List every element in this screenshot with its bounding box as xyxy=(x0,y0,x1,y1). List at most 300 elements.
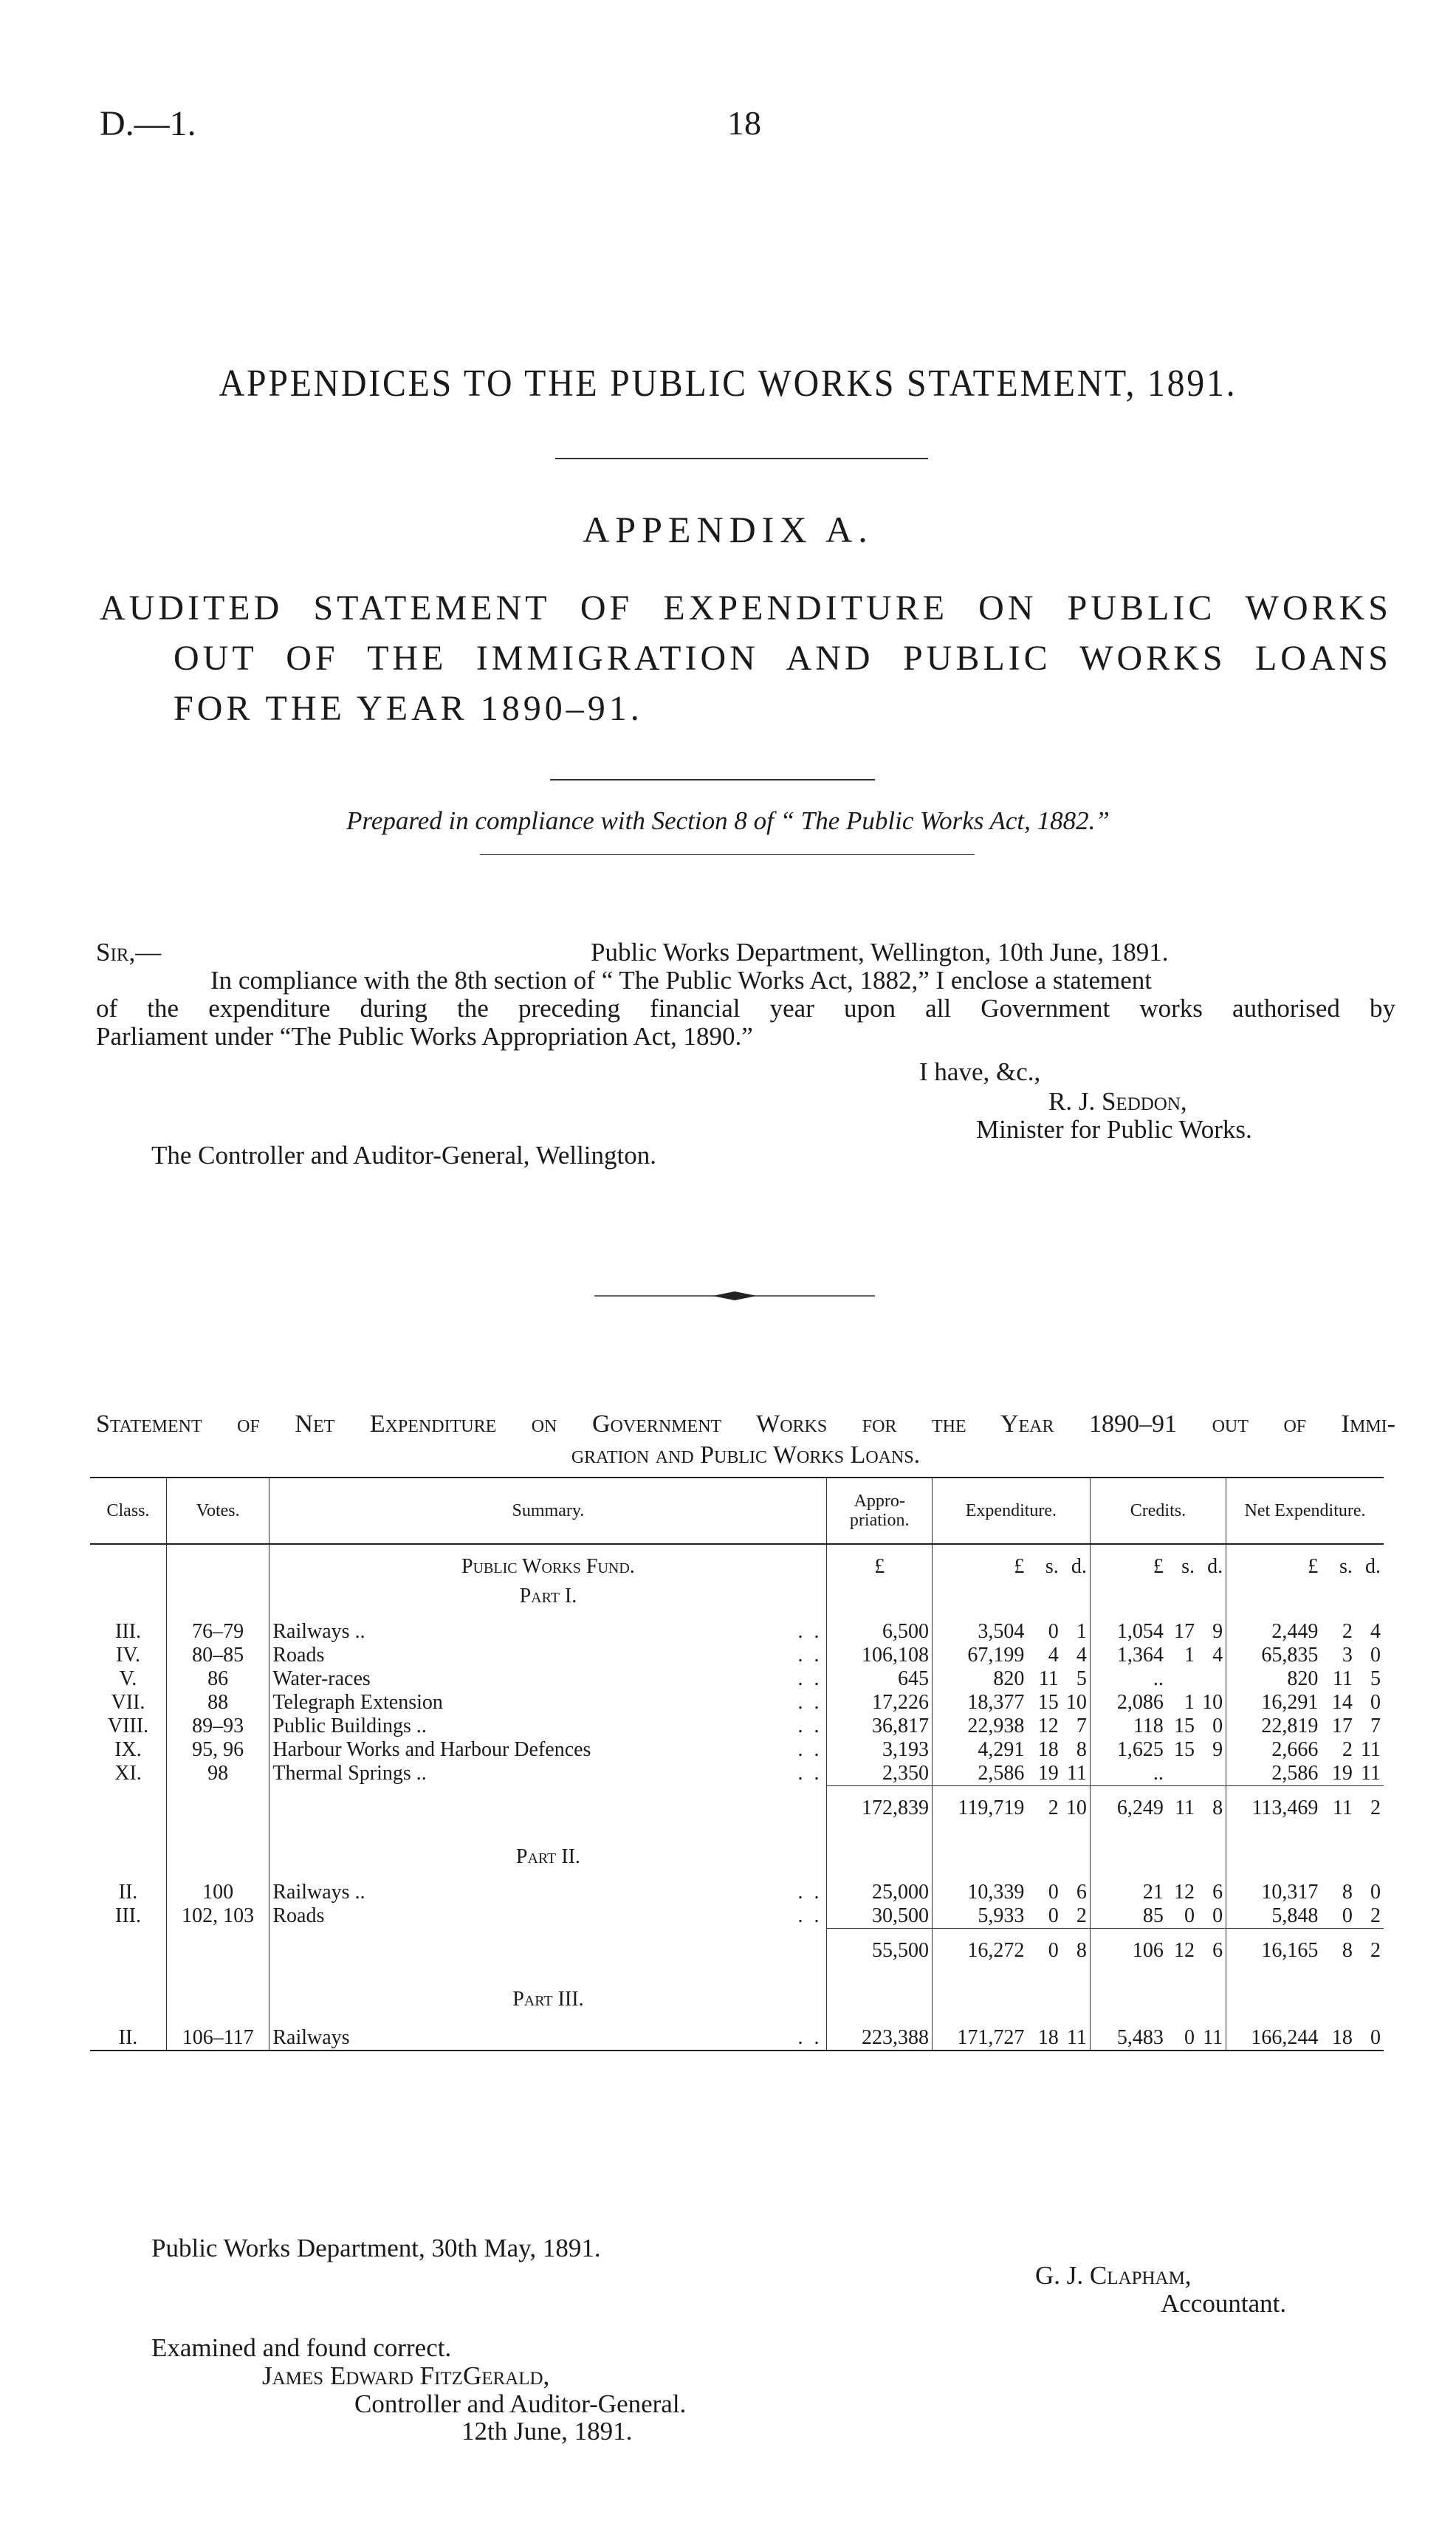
empty-cell xyxy=(1321,1845,1355,1869)
net-shillings: 2 xyxy=(1342,1738,1353,1761)
net-shillings: 18 xyxy=(1321,2026,1355,2051)
exp-shillings: 11 xyxy=(1038,1667,1059,1690)
credit-pence: 10 xyxy=(1202,1691,1223,1714)
spacer-cell xyxy=(1226,1579,1322,1585)
summary-cell xyxy=(269,1667,827,1691)
exp-shillings: 18 xyxy=(1027,2026,1061,2051)
net-pence: 0 xyxy=(1370,1644,1381,1667)
credit-pounds: 2,086 xyxy=(1090,1691,1166,1715)
votes-cell: 76–79 xyxy=(166,1620,269,1644)
credit-shillings: 1 xyxy=(1184,1691,1195,1714)
votes-cell: 102, 103 xyxy=(166,1904,269,1929)
total-net-pence: 2 xyxy=(1356,1929,1384,1966)
examined-note: Examined and found correct. xyxy=(151,2333,452,2362)
summary-cell xyxy=(269,1715,827,1738)
header-appropriation: Appro-priation. xyxy=(827,1478,933,1544)
empty-cell xyxy=(933,1845,1028,1869)
exp-pence: 5 xyxy=(1076,1667,1087,1690)
credit-pence: 0 xyxy=(1212,1715,1223,1737)
summary-cell xyxy=(269,1881,827,1904)
summary-text: Railways xyxy=(272,2026,350,2049)
credit-pounds: .. xyxy=(1090,1762,1166,1786)
net-pounds: 5,848 xyxy=(1226,1904,1322,1929)
exp-shillings: 15 xyxy=(1037,1691,1059,1714)
class-cell: IV. xyxy=(116,1644,140,1667)
net-pence: 2 xyxy=(1370,1904,1381,1927)
empty-cell xyxy=(1167,1585,1198,1608)
appropriation-cell: 3,193 xyxy=(827,1738,933,1762)
fund-label: Public Works Fund. xyxy=(269,1555,827,1579)
spacer-cell xyxy=(1321,1966,1355,1988)
exp-shillings: 0 xyxy=(1048,1620,1059,1643)
letter-body-line-3: Parliament under “The Public Works Appropriation Act, 1890.” xyxy=(96,1022,753,1051)
appropriation-cell: 25,000 xyxy=(827,1881,933,1904)
summary-cell xyxy=(269,1904,827,1929)
votes-cell: 95, 96 xyxy=(166,1738,269,1762)
spacer-cell xyxy=(1226,1544,1322,1555)
exp-pence: 7 xyxy=(1076,1715,1087,1737)
summary-text: Railways .. xyxy=(272,1881,365,1904)
header-summary: Summary. xyxy=(269,1478,827,1544)
class-cell: XI. xyxy=(114,1762,142,1785)
spacer-row xyxy=(90,1966,1384,1988)
empty-cell xyxy=(827,1585,933,1608)
credit-pounds: 118 xyxy=(1090,1715,1166,1738)
leader-dots: . . xyxy=(797,1904,823,1927)
spacer-cell xyxy=(1321,1579,1355,1585)
credit-shillings: 12 xyxy=(1174,1881,1195,1904)
unit-pence: d. xyxy=(1207,1555,1223,1578)
net-pounds: 2,449 xyxy=(1226,1620,1322,1644)
appropriation-cell: 36,817 xyxy=(827,1715,933,1738)
exp-pence: 11 xyxy=(1066,1762,1087,1785)
total-credit-pounds: 6,249 xyxy=(1090,1786,1166,1824)
summary-cell xyxy=(269,1762,827,1786)
net-shillings: 3 xyxy=(1342,1644,1353,1667)
spacer-row xyxy=(90,1579,1384,1585)
spacer-cell xyxy=(90,1966,166,1988)
credit-shillings: 0 xyxy=(1167,2026,1198,2051)
spacer-cell xyxy=(1062,1608,1091,1620)
footer-dept-date: Public Works Department, 30th May, 1891. xyxy=(151,2234,601,2262)
spacer-cell xyxy=(933,1869,1028,1881)
unit-pence: d. xyxy=(1071,1555,1087,1578)
empty-cell xyxy=(90,1585,166,1608)
empty-cell xyxy=(1198,1988,1226,2011)
spacer-cell xyxy=(1198,1966,1226,1988)
header-net-expenditure: Net Expenditure. xyxy=(1226,1478,1384,1544)
table-header-row xyxy=(90,1478,1384,1544)
leader-dots: . . xyxy=(797,1667,823,1690)
table-body xyxy=(90,1544,1384,2051)
empty-cell xyxy=(90,1929,166,1966)
empty-cell xyxy=(166,1555,269,1579)
class-cell: II. xyxy=(118,1881,138,1904)
total-row xyxy=(90,1929,1384,1966)
net-pounds: 16,291 xyxy=(1226,1691,1322,1715)
spacer-cell xyxy=(1226,1966,1322,1988)
spacer-cell xyxy=(933,2011,1028,2026)
empty-cell xyxy=(1027,1988,1061,2011)
votes-cell: 89–93 xyxy=(166,1715,269,1738)
spacer-cell xyxy=(1027,1608,1061,1620)
summary-text: Telegraph Extension xyxy=(272,1691,443,1714)
spacer-cell xyxy=(269,1544,827,1555)
net-shillings: 0 xyxy=(1342,1904,1353,1927)
spacer-cell xyxy=(1090,1869,1166,1881)
spacer-cell xyxy=(1356,1544,1384,1555)
leader-dots: . . xyxy=(797,1644,823,1667)
spacer-cell xyxy=(1062,1869,1091,1881)
spacer-cell xyxy=(1321,1608,1355,1620)
unit-shilling: s. xyxy=(1045,1555,1059,1578)
appendix-title: APPENDIX A. xyxy=(583,509,873,550)
exp-pounds: 4,291 xyxy=(933,1738,1028,1762)
heading-line-1: AUDITED STATEMENT OF EXPENDITURE ON PUBLIC WORKS xyxy=(100,589,1392,628)
spacer-cell xyxy=(1090,2011,1166,2026)
empty-cell xyxy=(90,1786,166,1824)
empty-cell xyxy=(166,1988,269,2011)
exp-pounds: 10,339 xyxy=(933,1881,1028,1904)
net-pence: 4 xyxy=(1370,1620,1381,1643)
empty-cell xyxy=(166,1929,269,1966)
spacer-cell xyxy=(1167,2011,1198,2026)
letter-dateline: Public Works Department, Wellington, 10th June, 1891. xyxy=(591,938,1169,967)
spacer-cell xyxy=(269,1608,827,1620)
unit-pound: £ xyxy=(933,1555,1028,1579)
unit-pence: d. xyxy=(1365,1555,1381,1578)
credit-pounds: .. xyxy=(1090,1667,1166,1691)
appropriation-cell: 2,350 xyxy=(827,1762,933,1786)
exp-pence: 6 xyxy=(1076,1881,1087,1904)
summary-cell xyxy=(269,2026,827,2051)
empty-cell xyxy=(1090,1988,1166,2011)
exp-shillings: 0 xyxy=(1048,1881,1059,1904)
votes-cell: 88 xyxy=(166,1691,269,1715)
summary-text: Roads xyxy=(272,1904,325,1928)
accountant-title: Accountant. xyxy=(1161,2289,1287,2318)
total-credit-shillings: 12 xyxy=(1167,1929,1198,1966)
auditor-name: James Edward FitzGerald, xyxy=(262,2361,550,2390)
total-credit-pounds: 106 xyxy=(1090,1929,1166,1966)
leader-dots: . . xyxy=(797,1715,823,1737)
exp-pence: 8 xyxy=(1076,1738,1087,1761)
total-net-pounds: 16,165 xyxy=(1226,1929,1322,1966)
empty-cell xyxy=(90,1988,166,2011)
total-exp-pounds: 16,272 xyxy=(933,1929,1028,1966)
part-3 xyxy=(90,1988,1384,2011)
spacer-cell xyxy=(933,1966,1028,1988)
net-pounds: 65,835 xyxy=(1226,1644,1322,1667)
part-1 xyxy=(90,1585,1384,1608)
leader-dots: . . xyxy=(797,1762,823,1785)
leader-dots: . . xyxy=(797,1881,823,1904)
empty-cell xyxy=(933,1988,1028,2011)
letter-closing: I have, &c., xyxy=(919,1057,1041,1086)
empty-cell xyxy=(1027,1585,1061,1608)
spacer-cell xyxy=(1027,2011,1061,2026)
appropriation-cell: 6,500 xyxy=(827,1620,933,1644)
spacer-cell xyxy=(1167,1823,1198,1845)
net-pence: 11 xyxy=(1361,1762,1381,1785)
heading-line-3: FOR THE YEAR 1890–91. xyxy=(174,689,643,728)
spacer-cell xyxy=(1090,1579,1166,1585)
summary-text: Thermal Springs .. xyxy=(272,1762,427,1785)
ornament-divider-icon xyxy=(594,1288,875,1303)
spacer-cell xyxy=(1356,1869,1384,1881)
spacer-cell xyxy=(1027,1869,1061,1881)
spacer-cell xyxy=(827,1579,933,1585)
table-caption-line-1: Statement of Net Expenditure on Government Works for the Year 1890–91 out of Immi- xyxy=(96,1410,1395,1438)
table-row xyxy=(90,1762,1384,1786)
total-net-shillings: 11 xyxy=(1321,1786,1355,1824)
spacer-cell xyxy=(933,1608,1028,1620)
net-pounds: 820 xyxy=(1226,1667,1322,1691)
spacer-cell xyxy=(1356,1823,1384,1845)
credit-pounds: 1,054 xyxy=(1090,1620,1166,1644)
unit-pound: £ xyxy=(827,1555,933,1579)
empty-cell xyxy=(1356,1585,1384,1608)
empty-cell xyxy=(1198,1585,1226,1608)
credit-pence: 4 xyxy=(1212,1644,1223,1667)
summary-text: Railways .. xyxy=(272,1620,365,1643)
letter-body-line-2: of the expenditure during the preceding financial year upon all Government works authorised by xyxy=(96,994,1395,1023)
empty-cell xyxy=(1356,1988,1384,2011)
net-pence: 0 xyxy=(1356,2026,1384,2051)
table-row xyxy=(90,2026,1384,2051)
table-row xyxy=(90,1715,1384,1738)
empty-cell xyxy=(166,1585,269,1608)
spacer-cell xyxy=(1226,1608,1322,1620)
exp-pounds: 5,933 xyxy=(933,1904,1028,1929)
total-exp-pence: 10 xyxy=(1062,1786,1091,1824)
table-row xyxy=(90,1667,1384,1691)
header-class: Class. xyxy=(90,1478,166,1544)
exp-pounds: 67,199 xyxy=(933,1644,1028,1667)
spacer-cell xyxy=(1167,1869,1198,1881)
table-row xyxy=(90,1881,1384,1904)
document-reference: D.—1. xyxy=(100,104,196,143)
compliance-divider xyxy=(480,854,975,855)
unit-pound: £ xyxy=(1090,1555,1166,1579)
net-shillings: 14 xyxy=(1331,1691,1353,1714)
exp-pence: 10 xyxy=(1065,1691,1087,1714)
total-net-pence: 2 xyxy=(1356,1786,1384,1824)
empty-cell xyxy=(1198,1845,1226,1869)
empty-cell xyxy=(827,1845,933,1869)
spacer-cell xyxy=(90,1869,166,1881)
credit-shillings: 1 xyxy=(1184,1644,1195,1667)
spacer-cell xyxy=(1198,1869,1226,1881)
summary-cell xyxy=(269,1644,827,1667)
spacer-row xyxy=(90,1608,1384,1620)
part-2-label: Part II. xyxy=(269,1845,827,1869)
units-row xyxy=(90,1555,1384,1579)
spacer-cell xyxy=(1321,1544,1355,1555)
total-exp-pence: 8 xyxy=(1062,1929,1091,1966)
appropriation-cell: 106,108 xyxy=(827,1644,933,1667)
exp-pounds: 2,586 xyxy=(933,1762,1028,1786)
exp-pounds: 22,938 xyxy=(933,1715,1028,1738)
empty-cell xyxy=(1321,1988,1355,2011)
part-3-label: Part III. xyxy=(269,1988,827,2011)
spacer-cell xyxy=(1167,1544,1198,1555)
empty-cell xyxy=(1062,1585,1091,1608)
letter-signatory: R. J. Seddon, xyxy=(1048,1087,1187,1116)
page-number: 18 xyxy=(727,104,761,142)
class-cell: III. xyxy=(115,1620,141,1643)
spacer-cell xyxy=(827,1544,933,1555)
spacer-row xyxy=(90,1869,1384,1881)
spacer-cell xyxy=(1027,1966,1061,1988)
empty-cell xyxy=(166,1845,269,1869)
spacer-cell xyxy=(269,2011,827,2026)
spacer-cell xyxy=(90,1579,166,1585)
spacer-cell xyxy=(827,1869,933,1881)
net-pounds: 22,819 xyxy=(1226,1715,1322,1738)
spacer-cell xyxy=(166,1544,269,1555)
empty-cell xyxy=(1167,1988,1198,2011)
credit-shillings: 15 xyxy=(1174,1738,1195,1761)
spacer-cell xyxy=(1198,1544,1226,1555)
net-shillings: 11 xyxy=(1332,1667,1353,1690)
votes-cell: 80–85 xyxy=(166,1644,269,1667)
spacer-cell xyxy=(1090,1544,1166,1555)
spacer-cell xyxy=(269,1823,827,1845)
letter-salutation: Sir,— xyxy=(96,938,162,967)
net-pounds: 10,317 xyxy=(1226,1881,1322,1904)
votes-cell: 86 xyxy=(166,1667,269,1691)
empty-cell xyxy=(269,1929,827,1966)
spacer-cell xyxy=(269,1869,827,1881)
spacer-cell xyxy=(1198,1823,1226,1845)
spacer-cell xyxy=(1356,2011,1384,2026)
empty-cell xyxy=(827,1988,933,2011)
appropriation-cell: 17,226 xyxy=(827,1691,933,1715)
exp-pence: 2 xyxy=(1076,1904,1087,1927)
total-credit-pence: 6 xyxy=(1198,1929,1226,1966)
spacer-cell xyxy=(1356,1579,1384,1585)
spacer-cell xyxy=(1226,1823,1322,1845)
empty-cell xyxy=(1226,1585,1322,1608)
spacer-cell xyxy=(933,1823,1028,1845)
spacer-cell xyxy=(1226,2011,1322,2026)
credit-shillings: 17 xyxy=(1174,1620,1195,1643)
spacer-cell xyxy=(933,1579,1028,1585)
summary-cell xyxy=(269,1691,827,1715)
part-1-label: Part I. xyxy=(269,1585,827,1608)
spacer-cell xyxy=(1321,1823,1355,1845)
spacer-cell xyxy=(166,2011,269,2026)
empty-cell xyxy=(90,1845,166,1869)
summary-cell xyxy=(269,1620,827,1644)
class-cell: V. xyxy=(119,1667,137,1690)
total-row xyxy=(90,1786,1384,1824)
unit-shilling: s. xyxy=(1181,1555,1195,1578)
spacer-cell xyxy=(1062,2011,1091,2026)
page-title: APPENDICES TO THE PUBLIC WORKS STATEMENT, 1891. xyxy=(219,363,1237,405)
credit-pence xyxy=(1198,1762,1226,1786)
net-shillings: 2 xyxy=(1342,1620,1353,1643)
empty-cell xyxy=(933,1585,1028,1608)
unit-shilling: s. xyxy=(1339,1555,1353,1578)
summary-text: Water-races xyxy=(272,1667,371,1690)
votes-cell: 106–117 xyxy=(166,2026,269,2051)
leader-dots: . . xyxy=(797,2026,823,2049)
letter-addressee: The Controller and Auditor-General, Wellington. xyxy=(151,1141,657,1170)
credit-pounds: 21 xyxy=(1090,1881,1166,1904)
spacer-cell xyxy=(1090,1966,1166,1988)
spacer-cell xyxy=(1062,1823,1091,1845)
exp-shillings: 18 xyxy=(1037,1738,1059,1761)
spacer-cell xyxy=(827,1966,933,1988)
spacer-cell xyxy=(1167,1608,1198,1620)
empty-cell xyxy=(1226,1988,1322,2011)
net-pence: 0 xyxy=(1370,1691,1381,1714)
part-2 xyxy=(90,1845,1384,1869)
spacer-cell xyxy=(1062,1579,1091,1585)
spacer-cell xyxy=(827,2011,933,2026)
spacer-cell xyxy=(1167,1579,1198,1585)
spacer-cell xyxy=(1090,1608,1166,1620)
total-credit-shillings: 11 xyxy=(1167,1786,1198,1824)
spacer-cell xyxy=(90,1544,166,1555)
total-net-shillings: 8 xyxy=(1321,1929,1355,1966)
leader-dots: . . xyxy=(797,1738,823,1761)
spacer-cell xyxy=(166,1579,269,1585)
spacer-cell xyxy=(1321,1869,1355,1881)
compliance-note: Prepared in compliance with Section 8 of “ The Public Works Act, 1882.” xyxy=(346,806,1110,835)
net-pounds: 166,244 xyxy=(1226,2026,1322,2051)
exp-pounds: 3,504 xyxy=(933,1620,1028,1644)
class-cell: VII. xyxy=(111,1691,145,1714)
credit-pence xyxy=(1198,1667,1226,1691)
net-shillings: 17 xyxy=(1331,1715,1353,1737)
credit-pounds: 1,364 xyxy=(1090,1644,1166,1667)
table-caption-line-2: gration and Public Works Loans. xyxy=(571,1441,921,1469)
appropriation-cell: 645 xyxy=(827,1667,933,1691)
spacer-cell xyxy=(269,1579,827,1585)
summary-text: Harbour Works and Harbour Defences xyxy=(272,1738,591,1761)
title-divider xyxy=(555,458,928,459)
spacer-cell xyxy=(269,1966,827,1988)
header-credits: Credits. xyxy=(1090,1478,1226,1544)
class-cell: III. xyxy=(115,1904,141,1928)
net-shillings: 8 xyxy=(1342,1881,1353,1904)
spacer-cell xyxy=(1062,1544,1091,1555)
credit-pounds: 5,483 xyxy=(1090,2026,1166,2051)
table-row xyxy=(90,1904,1384,1929)
credit-shillings: 0 xyxy=(1184,1904,1195,1927)
exp-pence: 1 xyxy=(1076,1620,1087,1643)
empty-cell xyxy=(1321,1585,1355,1608)
expenditure-table xyxy=(90,1477,1384,2051)
header-votes: Votes. xyxy=(166,1478,269,1544)
empty-cell xyxy=(1062,1988,1091,2011)
exp-pence: 4 xyxy=(1076,1644,1087,1667)
empty-cell xyxy=(90,1555,166,1579)
net-pounds: 2,586 xyxy=(1226,1762,1322,1786)
total-exp-pounds: 119,719 xyxy=(933,1786,1028,1824)
spacer-cell xyxy=(827,1608,933,1620)
credit-pence: 9 xyxy=(1212,1738,1223,1761)
letter-body-line-1: In compliance with the 8th section of “ The Public Works Act, 1882,” I enclose a statement xyxy=(210,966,1153,995)
accountant-name: G. J. Clapham, xyxy=(1035,2261,1192,2290)
summary-text: Public Buildings .. xyxy=(272,1715,427,1737)
exp-pounds: 18,377 xyxy=(933,1691,1028,1715)
spacer-cell xyxy=(90,2011,166,2026)
empty-cell xyxy=(1090,1585,1166,1608)
